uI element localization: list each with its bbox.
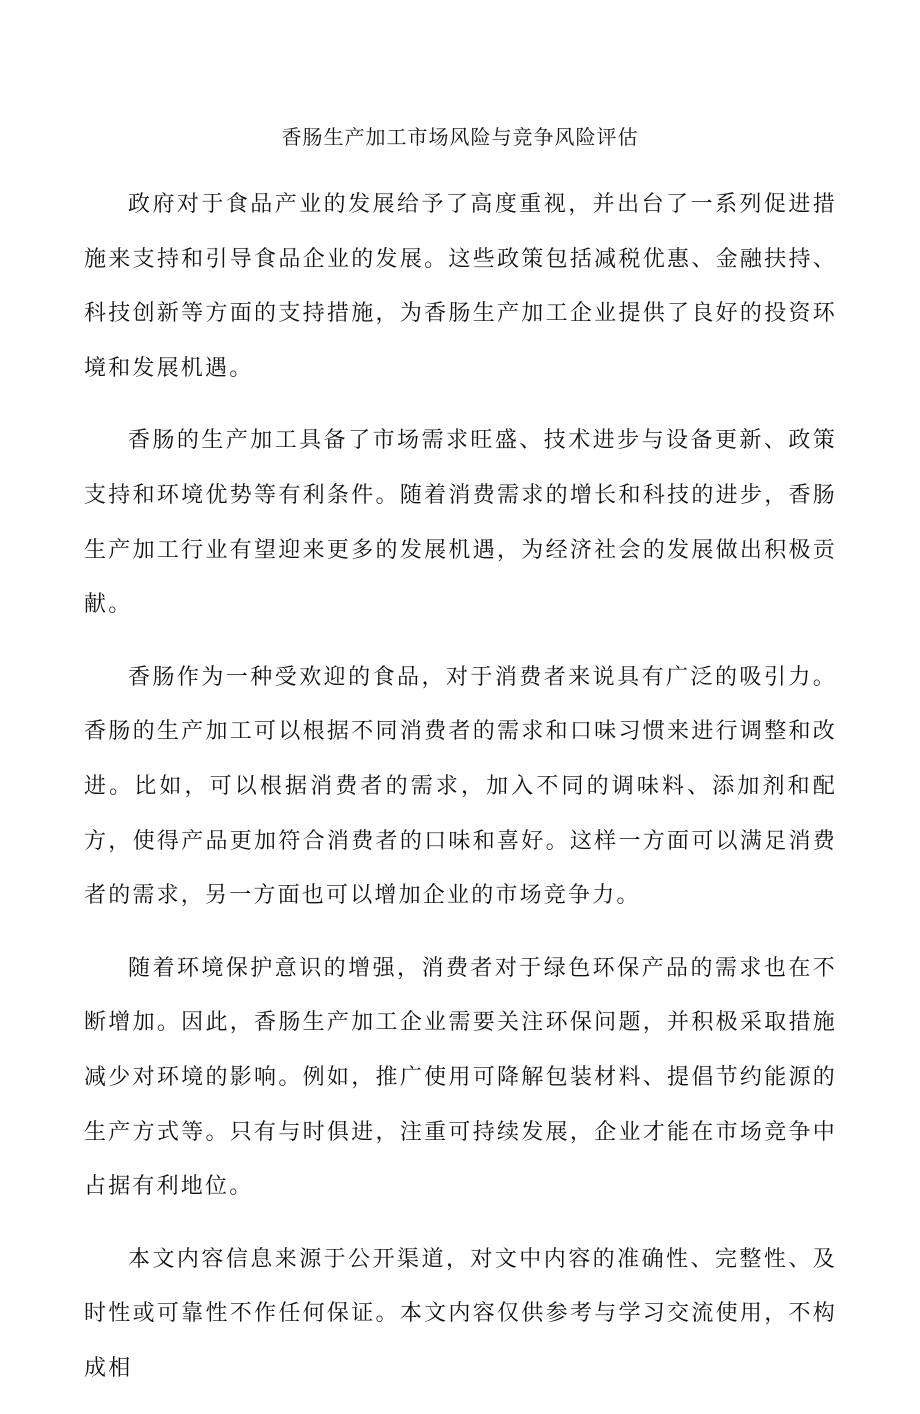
paragraph-disclaimer: 本文内容信息来源于公开渠道，对文中内容的准确性、完整性、及时性或可靠性不作任何保证。本文内容仅供参考与学习交流使用，不构成相 [84, 1246, 837, 1381]
document-title: 香肠生产加工市场风险与竞争风险评估 [281, 125, 639, 149]
paragraph-environmental-protection: 随着环境保护意识的增强，消费者对于绿色环保产品的需求也在不断增加。因此，香肠生产加工企业需要关注环保问题，并积极采取措施减少对环境的影响。例如，推广使用可降解包装材料、提倡节约能源的生产方式等。只有与时俱进，注重可持续发展，企业才能在市场竞争中占据有利地位。 [84, 955, 837, 1200]
paragraph-policy-support: 政府对于食品产业的发展给予了高度重视，并出台了一系列促进措施来支持和引导食品企业的发展。这些政策包括减税优惠、金融扶持、科技创新等方面的支持措施，为香肠生产加工企业提供了良好的投资环境和发展机遇。 [84, 192, 837, 381]
paragraph-consumer-appeal: 香肠作为一种受欢迎的食品，对于消费者来说具有广泛的吸引力。香肠的生产加工可以根据不同消费者的需求和口味习惯来进行调整和改进。比如，可以根据消费者的需求，加入不同的调味料、添加剂和配方，使得产品更加符合消费者的口味和喜好。这样一方面可以满足消费者的需求，另一方面也可以增加企业的市场竞争力。 [84, 664, 837, 909]
document-body [84, 178, 837, 1414]
paragraph-favorable-conditions: 香肠的生产加工具备了市场需求旺盛、技术进步与设备更新、政策支持和环境优势等有利条件。随着消费需求的增长和科技的进步，香肠生产加工行业有望迎来更多的发展机遇，为经济社会的发展做出积极贡献。 [84, 428, 837, 618]
